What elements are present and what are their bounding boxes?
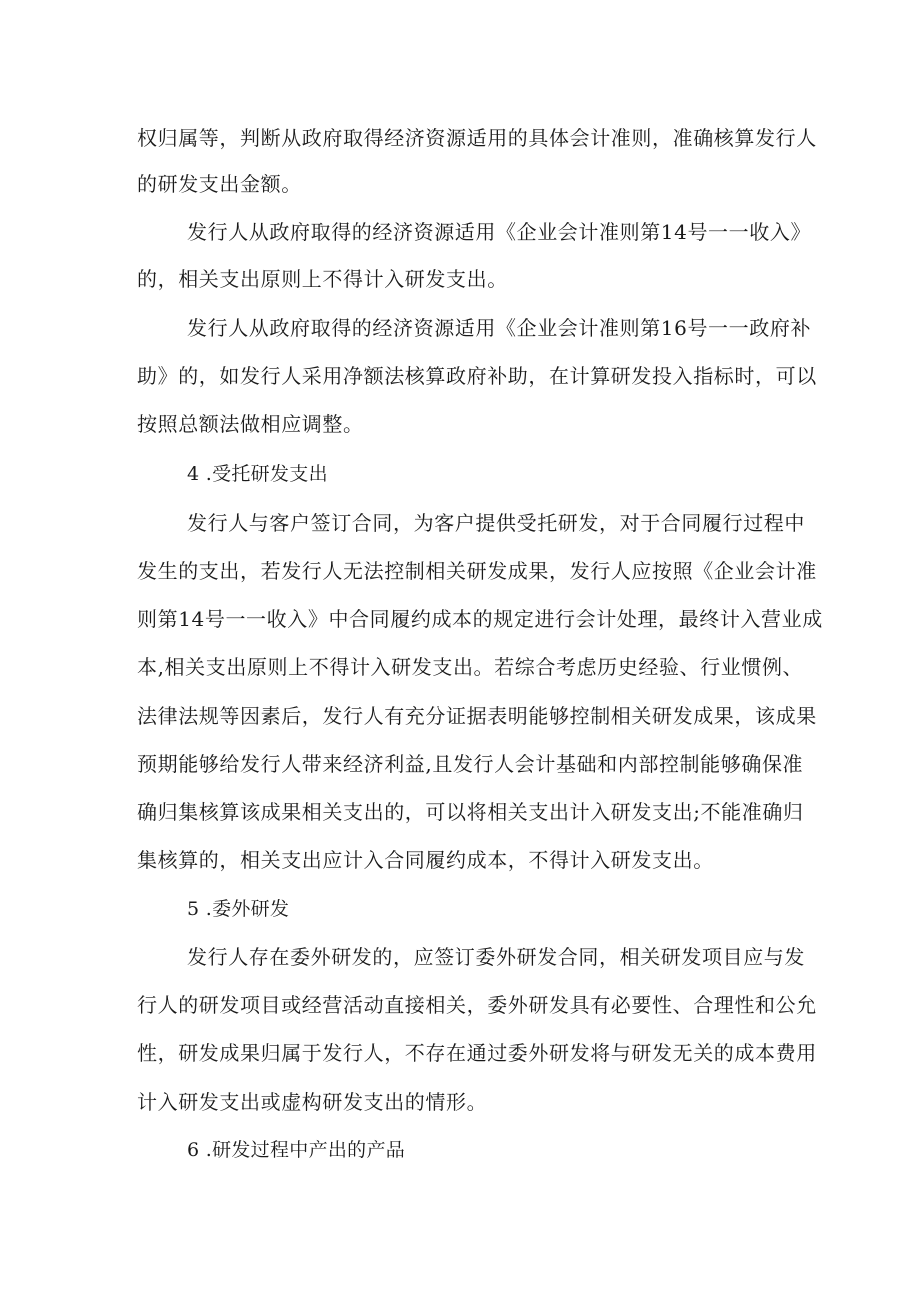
section-heading: 5 .委外研发 [187, 898, 290, 920]
body-text-line: 发行人从政府取得的经济资源适用《企业会计准则第16号一一政府补 [187, 316, 812, 340]
section-heading: 6 .研发过程中产出的产品 [187, 1139, 406, 1161]
body-text-line: 预期能够给发行人带来经济利益,且发行人会计基础和内部控制能够确保准 [137, 752, 804, 776]
body-text-line: 性，研发成果归属于发行人，不存在通过委外研发将与研发无关的成本费用 [137, 1041, 817, 1065]
body-text-line: 发生的支出，若发行人无法控制相关研发成果，发行人应按照《企业会计准 [137, 559, 817, 583]
body-text-line: 的，相关支出原则上不得计入研发支出。 [137, 267, 508, 291]
body-text-line: 按照总额法做相应调整。 [137, 412, 364, 436]
body-text-line: 集核算的，相关支出应计入合同履约成本，不得计入研发支出。 [137, 848, 714, 872]
section-heading: 4 .受托研发支出 [187, 463, 328, 485]
body-text-line: 助》的，如发行人采用净额法核算政府补助，在计算研发投入指标时，可以 [137, 364, 817, 388]
body-text-line: 法律法规等因素后，发行人有充分证据表明能够控制相关研发成果，该成果 [137, 704, 817, 728]
body-text-line: 发行人存在委外研发的，应签订委外研发合同，相关研发项目应与发 [187, 945, 805, 969]
body-text-line: 行人的研发项目或经营活动直接相关，委外研发具有必要性、合理性和公允 [137, 993, 817, 1017]
body-text-line: 本,相关支出原则上不得计入研发支出。若综合考虑历史经验、行业惯例、 [137, 655, 804, 679]
body-text-line: 确归集核算该成果相关支出的，可以将相关支出计入研发支出;不能准确归 [137, 800, 804, 824]
body-text-line: 权归属等，判断从政府取得经济资源适用的具体会计准则，准确核算发行人 [137, 126, 817, 150]
body-text-line: 发行人与客户签订合同，为客户提供受托研发，对于合同履行过程中 [187, 511, 805, 535]
body-text-line: 的研发支出金额。 [137, 172, 302, 196]
body-text-line: 发行人从政府取得的经济资源适用《企业会计准则第14号一一收入》 [187, 220, 812, 244]
body-text-line: 计入研发支出或虚构研发支出的情形。 [137, 1090, 488, 1114]
body-text-line: 则第14号一一收入》中合同履约成本的规定进行会计处理，最终计入营业成 [137, 607, 823, 631]
